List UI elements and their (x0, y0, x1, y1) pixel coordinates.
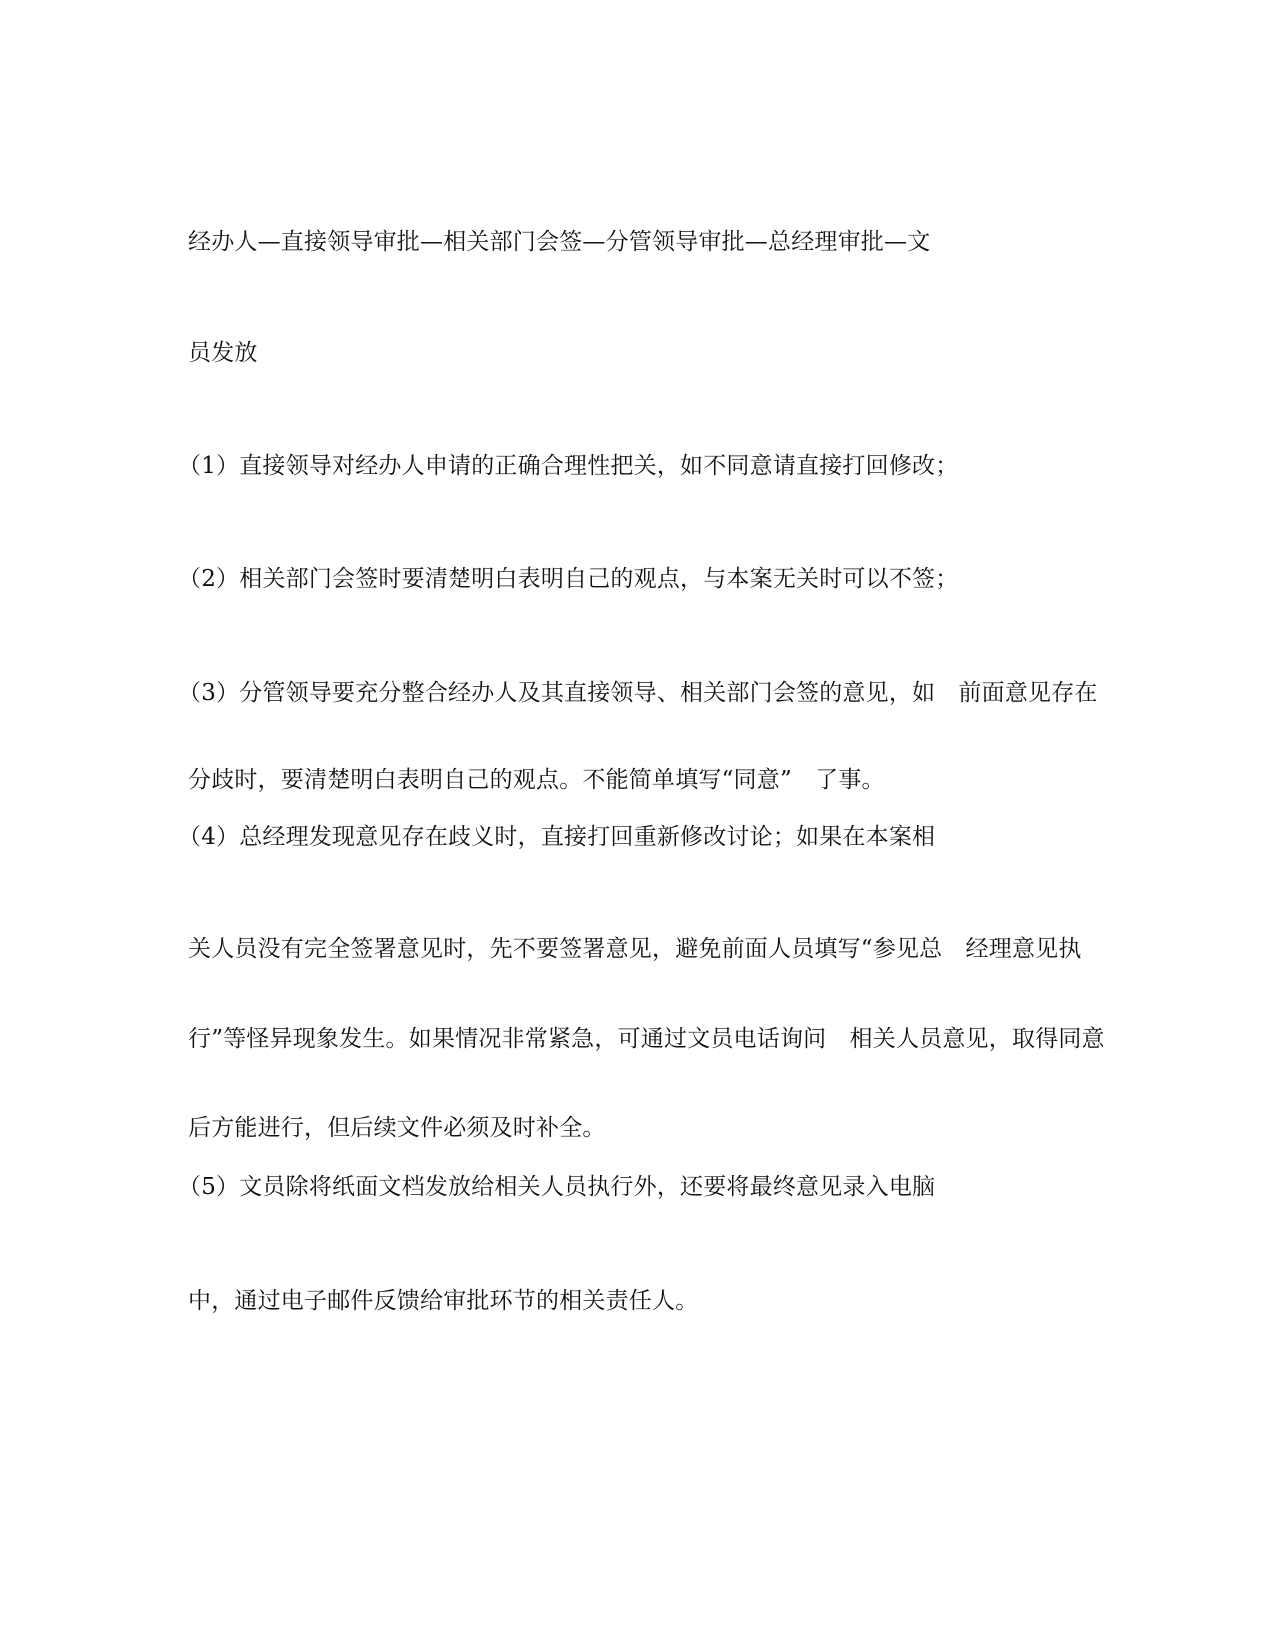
flow-line: 经办人—直接领导审批—相关部门会签—分管领导审批—总经理审批—文 (188, 229, 931, 255)
item-5: （5）文员除将纸面文档发放给相关人员执行外，还要将最终意见录入电脑 (178, 1174, 936, 1200)
item-3-continued: 分歧时，要清楚明白表明自己的观点。不能简单填写“同意” 了事。 (188, 767, 885, 793)
item-1: （1）直接领导对经办人申请的正确合理性把关，如不同意请直接打回修改； (178, 453, 959, 479)
item-5-continued: 中，通过电子邮件反馈给审批环节的相关责任人。 (188, 1288, 699, 1314)
item-4-continued-2: 行”等怪异现象发生。如果情况非常紧急，可通过文员电话询问 相关人员意见，取得同意 (188, 1026, 1105, 1052)
item-2: （2）相关部门会签时要清楚明白表明自己的观点，与本案无关时可以不签； (178, 566, 959, 592)
item-4-continued-1: 关人员没有完全签署意见时，先不要签署意见，避免前面人员填写“参见总 经理意见执 (188, 936, 1082, 962)
item-4-continued-3: 后方能进行，但后续文件必须及时补全。 (188, 1115, 606, 1141)
flow-line-continued: 员发放 (188, 340, 258, 366)
item-3: （3）分管领导要充分整合经办人及其直接领导、相关部门会签的意见，如 前面意见存在 (178, 680, 1098, 706)
item-4: （4）总经理发现意见存在歧义时，直接打回重新修改讨论；如果在本案相 (178, 824, 936, 850)
